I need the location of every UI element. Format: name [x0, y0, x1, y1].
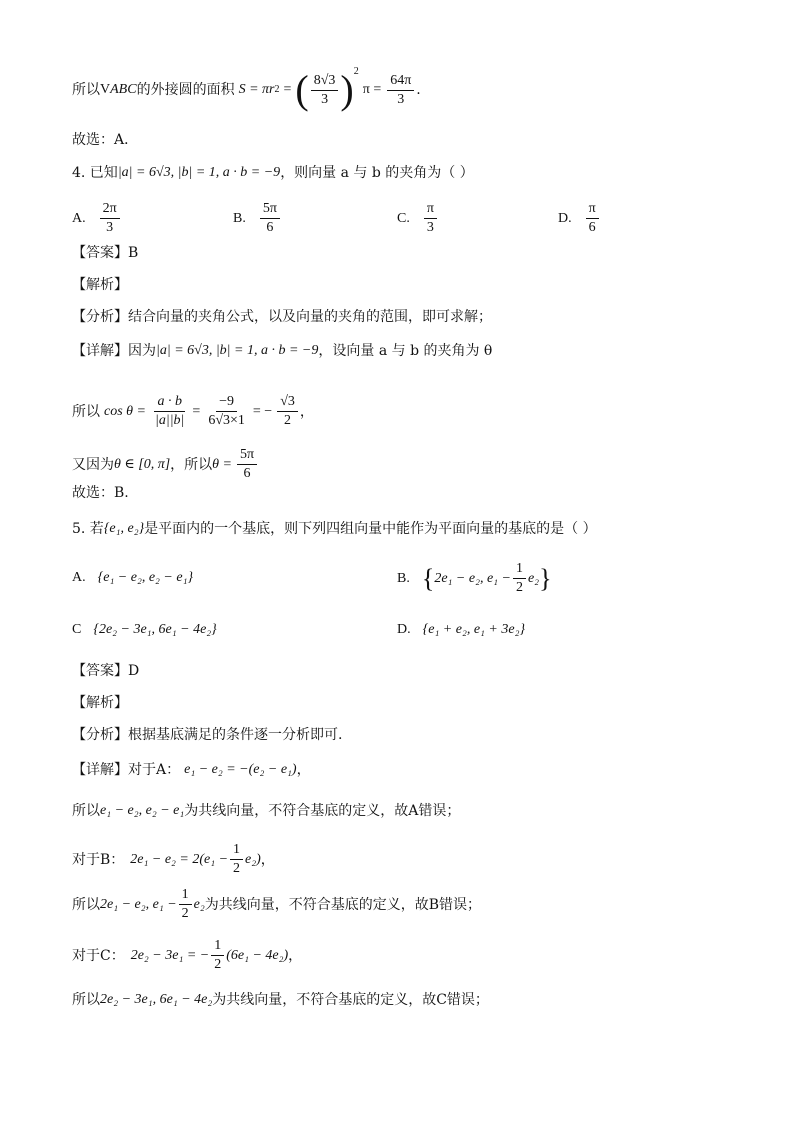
analysis-heading-4: 【解析】	[72, 277, 128, 293]
q5-option-d[interactable]	[397, 622, 525, 638]
denominator: 6	[588, 220, 596, 235]
answer-4: 【答案】B	[72, 245, 139, 261]
text: 所以	[72, 403, 100, 420]
right-paren: )	[340, 67, 354, 112]
numerator: π	[424, 200, 437, 219]
text: 所以	[72, 803, 100, 819]
numerator: 5π	[260, 200, 280, 219]
numerator: 8√3	[311, 72, 339, 91]
numerator: a · b	[154, 393, 185, 412]
option-label: D.	[558, 210, 572, 226]
fraction-5pi-over-6	[237, 446, 257, 483]
vector-equation: (6e₁ − 4e₂)	[226, 947, 289, 963]
question-4	[72, 163, 474, 183]
right-brace: }	[539, 563, 552, 593]
text: 所以	[72, 992, 100, 1008]
text: 为共线向量，不符合基底的定义，故B错误；	[204, 896, 482, 913]
detail-5-b	[72, 841, 275, 878]
q5-option-b[interactable]	[397, 560, 552, 597]
denominator: 2	[233, 861, 241, 876]
fraction-dot-over-norms	[152, 393, 187, 430]
equals: =	[192, 403, 201, 419]
fraction-64pi-over-3	[387, 72, 414, 109]
text: 所以	[72, 896, 100, 913]
option-text: {e₁ − e₂, e₂ − e₁}	[97, 570, 194, 585]
option-text: {e₁ + e₂, e₁ + 3e₂}	[422, 622, 526, 637]
vector-equation: 2e₁ − e₂ = 2(e₁ −	[130, 851, 229, 867]
denominator: 2	[284, 413, 292, 428]
triangle-name: ABC	[110, 82, 137, 97]
denominator: 6	[266, 220, 274, 235]
option-text: e₂	[527, 570, 540, 586]
vector-conditions: |a| = 6√3, |b| = 1, a · b = −9	[117, 165, 281, 180]
option-label: B.	[233, 210, 246, 226]
q4-option-a[interactable]	[72, 200, 122, 237]
option-label: C.	[397, 210, 410, 226]
theta-line	[72, 446, 259, 483]
fraction-half	[211, 937, 224, 974]
question-text: 是平面内的一个基底，则下列四组向量中能作为平面向量的基底的是（ ）	[144, 521, 597, 537]
comma: ，	[260, 851, 275, 868]
fraction-half	[230, 841, 243, 878]
option-fraction	[586, 200, 599, 237]
q5-option-a[interactable]	[72, 570, 193, 586]
option-text: {2e₂ − 3e₁, 6e₁ − 4e₂}	[93, 622, 217, 637]
text: 为共线向量，不符合基底的定义，故A错误；	[184, 803, 461, 819]
question-5	[72, 519, 597, 539]
numerator: 5π	[237, 446, 257, 465]
option-fraction	[513, 560, 526, 597]
answer-5: 【答案】D	[72, 663, 140, 679]
question-number: 5. 若	[72, 521, 104, 537]
answer-select-3: 故选：A．	[72, 132, 139, 148]
denominator: 3	[426, 220, 434, 235]
vector-pair: 2e₂ − 3e₁, 6e₁ − 4e₂	[100, 992, 213, 1007]
option-text: 2e₁ − e₂, e₁ −	[434, 570, 511, 586]
option-label: C	[72, 622, 82, 637]
numerator: −9	[216, 393, 237, 412]
numerator: 1	[230, 841, 243, 860]
analysis-4: 【分析】结合向量的夹角公式，以及向量的夹角的范围，即可求解；	[72, 309, 492, 325]
option-fraction	[424, 200, 437, 237]
q5-option-c[interactable]	[72, 622, 217, 638]
text: 对于C：	[72, 947, 125, 964]
question-text: ，则向量 a 与 b 的夹角为（ ）	[280, 165, 474, 181]
equals: =	[283, 82, 292, 97]
numerator: 64π	[387, 72, 414, 91]
text: 又因为	[72, 456, 114, 473]
cos-formula-line	[72, 393, 314, 430]
question-number: 4. 已知	[72, 165, 118, 181]
option-label: A.	[72, 210, 86, 226]
text: 所以	[72, 82, 100, 98]
exponent: 2	[274, 84, 280, 95]
option-label: A.	[72, 570, 86, 585]
comma: ，	[288, 947, 303, 964]
denominator: 6√3×1	[208, 413, 245, 428]
detail-4	[72, 341, 492, 361]
theta-equals: θ =	[212, 456, 232, 472]
triangle-symbol: V	[100, 82, 111, 97]
numerator: 1	[211, 937, 224, 956]
fraction-neg9	[205, 393, 248, 430]
option-fraction	[100, 200, 120, 237]
exponent: 2	[353, 66, 359, 77]
comma: ，	[299, 403, 314, 420]
equals-minus: = −	[252, 403, 273, 419]
fraction-root3-over-2	[277, 393, 298, 430]
area-formula: S = πr	[238, 82, 275, 97]
text: 对于B：	[72, 851, 125, 868]
period: .	[416, 82, 421, 98]
left-brace: {	[421, 563, 435, 593]
numerator: π	[586, 200, 599, 219]
detail-5-c	[72, 937, 302, 974]
text: ，所以	[170, 456, 213, 473]
pi-equals: π =	[362, 82, 382, 97]
vector-equation: e₂)	[245, 851, 261, 867]
denominator: 6	[243, 466, 251, 481]
fraction-8root3-over-3	[311, 72, 339, 109]
text: 为共线向量，不符合基底的定义，故C错误；	[212, 992, 489, 1008]
vector-pair: e₂	[193, 896, 205, 912]
answer-select-4: 故选：B.	[72, 485, 129, 501]
option-label: D.	[397, 622, 411, 637]
denominator: 2	[181, 906, 189, 921]
numerator: 2π	[100, 200, 120, 219]
option-fraction	[260, 200, 280, 237]
q4-option-c[interactable]	[397, 200, 439, 237]
basis-set: {e₁, e₂}	[103, 521, 145, 536]
analysis-5: 【分析】根据基底满足的条件逐一分析即可.	[72, 727, 343, 743]
fraction-half	[179, 886, 192, 923]
conclusion-c	[72, 990, 489, 1010]
denominator: |a||b|	[155, 413, 185, 428]
denominator: 2	[515, 580, 523, 595]
vector-pair: e₁ − e₂, e₂ − e₁	[100, 803, 185, 818]
q4-option-b[interactable]	[233, 200, 282, 237]
denominator: 3	[321, 91, 329, 107]
option-label: B.	[397, 570, 410, 586]
comma: ，	[296, 762, 311, 778]
denominator: 2	[214, 957, 222, 972]
vector-conditions: |a| = 6√3, |b| = 1, a · b = −9	[156, 343, 319, 358]
vector-equation: 2e₂ − 3e₁ = −	[130, 947, 210, 963]
cos-theta: cos θ =	[104, 403, 146, 419]
circumcircle-area-line	[72, 66, 421, 112]
numerator: √3	[277, 393, 298, 412]
conclusion-b	[72, 886, 481, 923]
theta-range: θ ∈ [0, π]	[114, 456, 171, 472]
q4-option-d[interactable]	[558, 200, 601, 237]
vector-pair: 2e₁ − e₂, e₁ −	[100, 896, 177, 912]
conclusion-a	[72, 801, 460, 821]
vector-equation: e₁ − e₂ = −(e₂ − e₁)	[184, 762, 297, 777]
text: 【详解】因为	[72, 343, 156, 359]
numerator: 1	[513, 560, 526, 579]
text: 【详解】对于A：	[72, 762, 181, 778]
detail-5-a	[72, 760, 311, 780]
text: ，设向量 a 与 b 的夹角为 θ	[318, 343, 493, 359]
denominator: 3	[397, 91, 405, 107]
denominator: 3	[106, 220, 114, 235]
text: 的外接圆的面积	[136, 82, 235, 98]
numerator: 1	[179, 886, 192, 905]
analysis-heading-5: 【解析】	[72, 695, 128, 711]
left-paren: (	[295, 67, 309, 112]
